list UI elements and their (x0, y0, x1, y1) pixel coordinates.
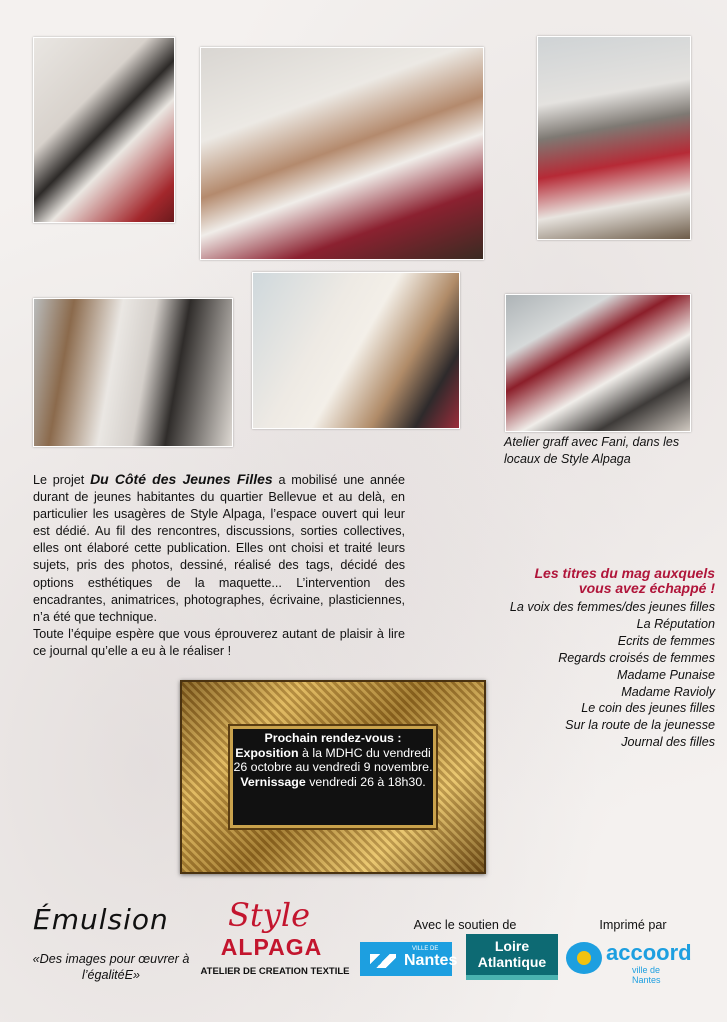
accoord-name: accoord (606, 940, 692, 965)
intro-closing: Toute l’équipe espère que vous éprouverez autant de plaisir à lire ce journal qu’elle a eu à le réaliser ! (33, 626, 405, 658)
rendezvous-heading: Prochain rendez-vous : (264, 731, 402, 745)
soutien-label: Avec le soutien de (413, 918, 517, 932)
title-item: La voix des femmes/des jeunes filles (509, 600, 715, 614)
nantes-wave-icon (370, 954, 396, 968)
accoord-sub: ville de Nantes (632, 965, 661, 985)
intro-paragraph (33, 471, 405, 626)
emulsion-logo: Émulsion (33, 903, 169, 936)
nantes-name: Nantes (404, 952, 458, 969)
alpaga-logo: ALPAGA (220, 934, 323, 960)
title-item: Sur la route de la jeunesse (565, 718, 715, 733)
photo-long-room (505, 294, 691, 432)
photo-caption: Atelier graff avec Fani, dans les locaux de Style Alpaga (504, 435, 680, 466)
accoord-logo (566, 940, 692, 985)
imprime-label: Imprimé par (599, 918, 667, 932)
title-item: La Réputation (636, 616, 715, 631)
title-item: Madame Ravioly (621, 684, 715, 699)
photo-workshop-room (537, 36, 691, 240)
title-item: Journal des filles (621, 735, 715, 750)
title-item: Le coin des jeunes filles (581, 701, 715, 716)
photo-girls-painting-board (200, 47, 484, 260)
photo-graffiti-painting (33, 37, 175, 223)
gold-frame (180, 680, 486, 874)
vernissage-text: vendredi 26 à 18h30. (305, 774, 426, 789)
exposition-text: à la MDHC du vendredi 26 octobre au vendredi 9 novembre. (233, 745, 433, 775)
intro-text (33, 471, 405, 660)
emulsion-tagline: «Des images pour œuvrer à l’égalitéE» (32, 952, 190, 982)
exposition-label: Exposition (235, 745, 299, 760)
intro-prefix: Le projet (33, 473, 91, 487)
title-item: Madame Punaise (616, 667, 715, 682)
intro-body: a mobilisé une année durant de jeunes habitantes du quartier Bellevue et au delà, en particulier les usagères de Style Alpaga, l’espace ouvert qui leur est dédié. Au fil des rencontres, discussions, sorties collectives, elles ont élaboré cette publication. Elles ont choisi et traité leurs sujets, pris des photos, dessiné, réalisé des tags, décidé des options esthétiques de la maquette... L’intervention des encadrantes, animatrices, photographes, écrivaine, plasticiennes, n’a été que technique. (33, 473, 405, 624)
accoord-badge-icon (566, 942, 602, 974)
loire-line2: Atlantique (477, 954, 547, 970)
nantes-logo (360, 942, 458, 976)
photo-graffiti-panels (33, 298, 233, 447)
titles-heading-line1: Les titres du mag auxquels (534, 565, 715, 581)
project-name: Du Côté des Jeunes Filles (90, 471, 273, 487)
titles-heading-line2: vous avez échappé ! (578, 580, 715, 596)
alpaga-tagline: ATELIER DE CREATION TEXTILE (200, 966, 350, 977)
loire-atlantique-logo (466, 934, 558, 980)
vernissage-label: Vernissage (240, 774, 306, 789)
alpaga-style-text: Style (227, 896, 311, 934)
rendezvous-box (230, 726, 436, 828)
title-item: Regards croisés de femmes (558, 650, 715, 665)
nantes-ville-text: VILLE DE (412, 946, 439, 952)
photo-fitting-garment (252, 272, 460, 429)
loire-line1: Loire (494, 938, 530, 954)
title-item: Ecrits de femmes (617, 633, 715, 648)
titles-heading (415, 566, 715, 596)
